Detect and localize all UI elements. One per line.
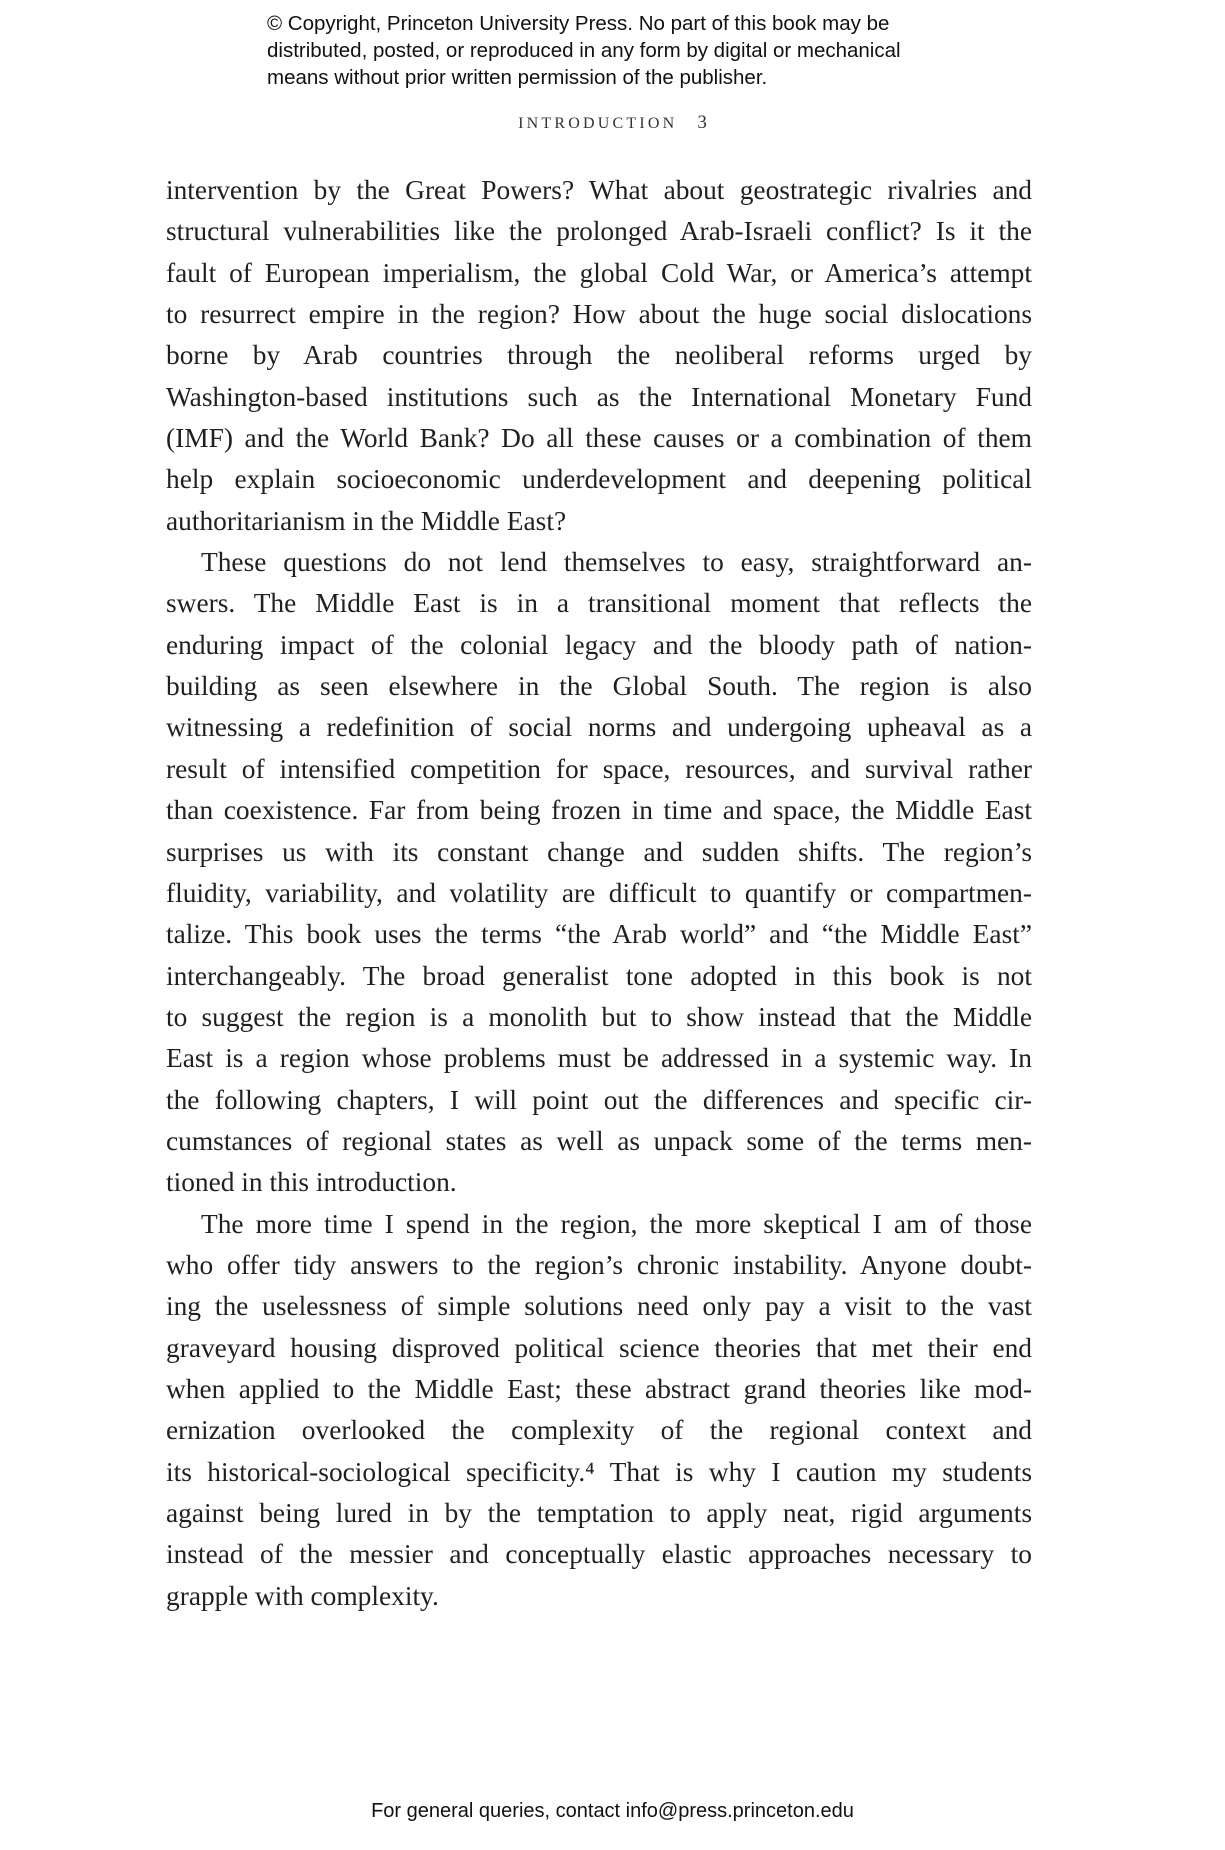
text-line: fluidity, variability, and volatility are difficult to quantify or compartmen- <box>166 877 1032 908</box>
text-line: against being lured in by the temptation to apply neat, rigid arguments <box>166 1498 1032 1528</box>
paragraph <box>166 170 1032 542</box>
paragraph <box>166 1204 1032 1617</box>
text-line: (IMF) and the World Bank? Do all these causes or a combination of them <box>166 423 1032 454</box>
paragraph <box>166 542 1032 1204</box>
text-line: authoritarianism in the Middle East? <box>166 505 567 536</box>
copyright-notice <box>267 10 1027 91</box>
text-line: talize. This book uses the terms “the Arab world” and “the Middle East” <box>166 919 1032 950</box>
text-line: borne by Arab countries through the neoliberal reforms urged by <box>166 340 1032 371</box>
text-line: instead of the messier and conceptually elastic approaches necessary to <box>166 1539 1032 1570</box>
text-line: who offer tidy answers to the region’s chronic instability. Anyone doubt- <box>166 1249 1032 1280</box>
text-line: fault of European imperialism, the global Cold War, or America’s attempt <box>166 257 1032 288</box>
text-line: cumstances of regional states as well as unpack some of the terms men- <box>166 1125 1032 1156</box>
text-line: Washington-based institutions such as the International Monetary Fund <box>166 381 1032 412</box>
text-line: than coexistence. Far from being frozen in time and space, the Middle East <box>166 795 1032 826</box>
text-line: tioned in this introduction. <box>166 1167 457 1198</box>
text-line: structural vulnerabilities like the prolonged Arab-Israeli conflict? Is it the <box>166 216 1032 247</box>
text-line: ing the uselessness of simple solutions need only pay a visit to the vast <box>166 1291 1032 1322</box>
text-line: its historical-sociological specificity.⁴ That is why I caution my students <box>166 1456 1032 1487</box>
running-head <box>0 112 1225 134</box>
text-line: These questions do not lend themselves to easy, straightforward an- <box>201 547 1032 578</box>
text-line: to suggest the region is a monolith but to show instead that the Middle <box>166 1001 1032 1032</box>
text-line: interchangeably. The broad generalist tone adopted in this book is not <box>166 960 1032 991</box>
text-line: grapple with complexity. <box>166 1580 439 1611</box>
text-line: enduring impact of the colonial legacy and the bloody path of nation- <box>166 629 1032 660</box>
copyright-line: means without prior written permission of the publisher. <box>267 66 768 89</box>
footer-contact: For general queries, contact info@press.princeton.edu <box>371 1800 854 1822</box>
text-line: building as seen elsewhere in the Global South. The region is also <box>166 671 1032 702</box>
page-number: 3 <box>697 112 707 133</box>
text-line: the following chapters, I will point out the differences and specific cir- <box>166 1084 1032 1115</box>
copyright-line: © Copyright, Princeton University Press. No part of this book may be <box>267 12 890 35</box>
text-line: swers. The Middle East is in a transitional moment that reflects the <box>166 588 1032 619</box>
text-line: to resurrect empire in the region? How about the huge social dislocations <box>166 299 1032 330</box>
chapter-title: INTRODUCTION <box>518 115 678 132</box>
text-line: help explain socioeconomic underdevelopment and deepening political <box>166 464 1032 495</box>
text-line: ernization overlooked the complexity of the regional context and <box>166 1415 1032 1446</box>
text-line: East is a region whose problems must be addressed in a systemic way. In <box>166 1043 1032 1074</box>
text-line: intervention by the Great Powers? What about geostrategic rivalries and <box>166 175 1032 205</box>
text-line: witnessing a redefinition of social norms and undergoing upheaval as a <box>166 712 1032 743</box>
text-line: surprises us with its constant change and sudden shifts. The region’s <box>166 836 1032 867</box>
body-text <box>166 170 1032 1617</box>
text-line: when applied to the Middle East; these abstract grand theories like mod- <box>166 1373 1032 1404</box>
text-line: graveyard housing disproved political science theories that met their end <box>166 1332 1032 1363</box>
text-line: The more time I spend in the region, the more skeptical I am of those <box>201 1208 1032 1239</box>
copyright-line: distributed, posted, or reproduced in any form by digital or mechanical <box>267 39 901 62</box>
text-line: result of intensified competition for space, resources, and survival rather <box>166 753 1032 784</box>
